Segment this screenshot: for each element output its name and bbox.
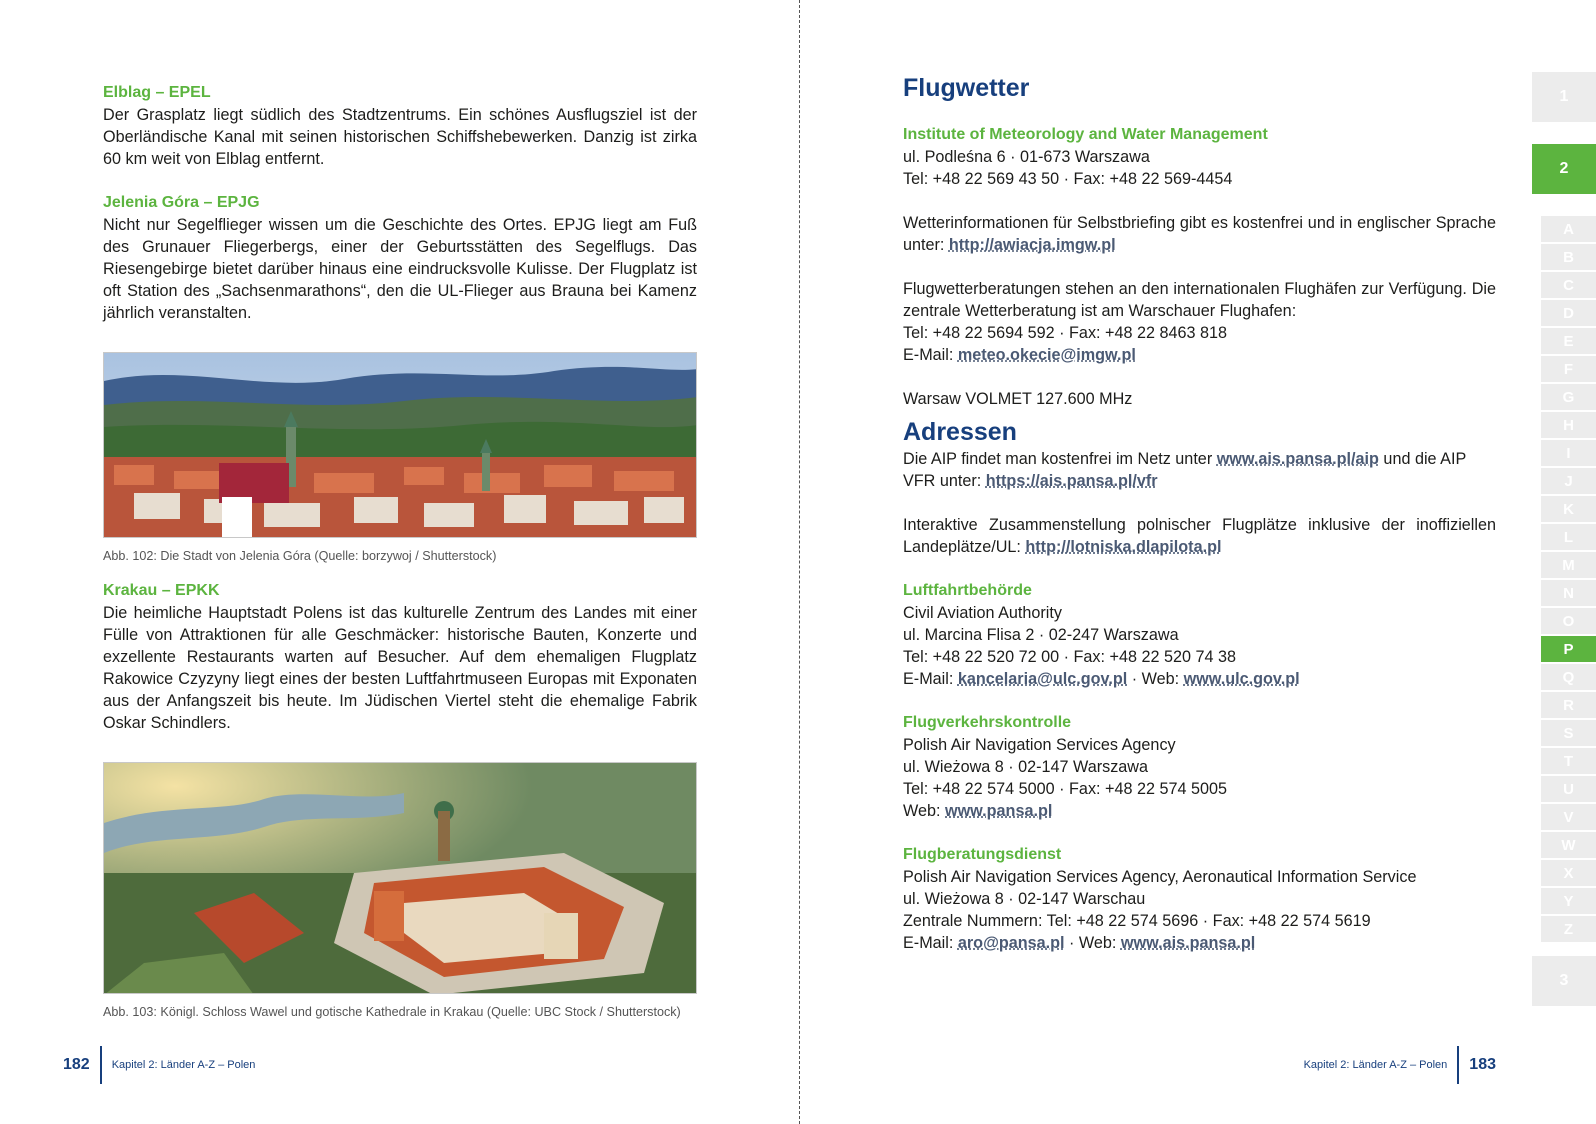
photo-jelenia-gora	[103, 352, 697, 538]
beratung-contact-line	[903, 932, 1496, 954]
ulc-web-link[interactable]: www.ulc.gov.pl	[1183, 670, 1300, 688]
letter-tab-p[interactable]: P	[1541, 636, 1596, 662]
heading-luftfahrtbehoerde: Luftfahrtbehörde	[903, 582, 1032, 599]
web-label: · Web:	[1064, 934, 1121, 952]
letter-tab-n[interactable]: N	[1541, 580, 1596, 606]
letter-tab-r[interactable]: R	[1541, 692, 1596, 718]
letter-tab-c[interactable]: C	[1541, 272, 1596, 298]
left-column	[103, 82, 697, 1020]
heading-flugverkehrskontrolle: Flugverkehrskontrolle	[903, 714, 1072, 731]
footer-right	[1304, 1044, 1496, 1086]
letter-tab-s[interactable]: S	[1541, 720, 1596, 746]
email-label: E-Mail:	[903, 346, 958, 364]
letter-tab-l[interactable]: L	[1541, 524, 1596, 550]
letter-tab-z[interactable]: Z	[1541, 916, 1596, 942]
chapter-tab-1[interactable]: 1	[1532, 72, 1596, 122]
letter-tab-e[interactable]: E	[1541, 328, 1596, 354]
lotniska-link[interactable]: http://lotniska.dlapilota.pl	[1025, 538, 1222, 556]
heading-adressen: Adressen	[903, 418, 1017, 446]
self-briefing-paragraph	[903, 212, 1496, 256]
letter-tab-f[interactable]: F	[1541, 356, 1596, 382]
aip-text-1: Die AIP findet man kostenfrei im Netz unter	[903, 450, 1217, 468]
kontrolle-web-line	[903, 800, 1496, 822]
aip-link[interactable]: www.ais.pansa.pl/aip	[1216, 450, 1379, 468]
institute-phone: Tel: +48 22 569 43 50 · Fax: +48 22 569-4454	[903, 170, 1233, 188]
caption-103: Abb. 103: Königl. Schloss Wawel und gotische Kathedrale in Krakau (Quelle: UBC Stock / Shutterstock)	[103, 1005, 681, 1019]
footer-left	[63, 1044, 255, 1086]
kontrolle-name: Polish Air Navigation Services Agency	[903, 736, 1176, 754]
letter-tab-a[interactable]: A	[1541, 216, 1596, 242]
section-heading-krakau: Krakau – EPKK	[103, 582, 220, 599]
email-label: E-Mail:	[903, 934, 958, 952]
kontrolle-phone: Tel: +48 22 574 5000 · Fax: +48 22 574 5005	[903, 780, 1228, 798]
web-label: Web:	[903, 802, 945, 820]
letter-tab-y[interactable]: Y	[1541, 888, 1596, 914]
letter-tab-x[interactable]: X	[1541, 860, 1596, 886]
letter-tab-o[interactable]: O	[1541, 608, 1596, 634]
chapter-tab-2[interactable]: 2	[1532, 144, 1596, 194]
caption-102: Abb. 102: Die Stadt von Jelenia Góra (Quelle: borzywoj / Shutterstock)	[103, 549, 497, 563]
interactive-text: Interaktive Zusammenstellung polnischer Flugplätze inklusive der inoffiziellen Landeplätze/UL:	[903, 516, 1496, 556]
consult-paragraph: Flugwetterberatungen stehen an den internationalen Flughäfen zur Verfügung. Die zentrale Wetterberatung ist am Warschauer Flughafen:	[903, 280, 1496, 320]
letter-tab-j[interactable]: J	[1541, 468, 1596, 494]
self-briefing-text: Wetterinformationen für Selbstbriefing gibt es kostenfrei und in englischer Sprache unter:	[903, 214, 1496, 254]
letter-tab-q[interactable]: Q	[1541, 664, 1596, 690]
behoerde-phone: Tel: +48 22 520 72 00 · Fax: +48 22 520 74 38	[903, 648, 1236, 666]
aro-email-link[interactable]: aro@pansa.pl	[957, 934, 1065, 952]
letter-tab-m[interactable]: M	[1541, 552, 1596, 578]
aip-text-2: und die AIP VFR unter:	[903, 450, 1466, 490]
letter-tab-b[interactable]: B	[1541, 244, 1596, 270]
volmet: Warsaw VOLMET 127.600 MHz	[903, 390, 1133, 408]
section-heading-jelenia-gora: Jelenia Góra – EPJG	[103, 194, 260, 211]
web-label: · Web:	[1127, 670, 1184, 688]
letter-tab-w[interactable]: W	[1541, 832, 1596, 858]
section-text-jelenia-gora: Nicht nur Segelflieger wissen um die Geschichte des Ortes. EPJG liegt am Fuß des Grunauer Fliegerbergs, einer der Geburtsstätten des Segelflugs. Das Riesengebirge bietet darüber hinaus eine eindrucksvolle Kulisse. Der Flugplatz ist oft Station des „Sachsenmarathons“, den die UL-Flieger aus Brauna bei Kamenz jährlich veranstalten.	[103, 216, 697, 322]
kontrolle-address: ul. Wieżowa 8 · 02-147 Warszawa	[903, 758, 1149, 776]
meteo-email-link[interactable]: meteo.okecie@imgw.pl	[957, 346, 1136, 364]
heading-flugwetter: Flugwetter	[903, 74, 1030, 102]
beratung-phone: Zentrale Nummern: Tel: +48 22 574 5696 · Fax: +48 22 574 5619	[903, 912, 1371, 930]
chapter-label-left: Kapitel 2: Länder A-Z – Polen	[111, 1059, 256, 1071]
consult-phone: Tel: +48 22 5694 592 · Fax: +48 22 8463 818	[903, 324, 1228, 342]
letter-tab-i[interactable]: I	[1541, 440, 1596, 466]
interactive-paragraph	[903, 514, 1496, 558]
letter-tab-t[interactable]: T	[1541, 748, 1596, 774]
ais-web-link[interactable]: www.ais.pansa.pl	[1120, 934, 1256, 952]
beratung-name: Polish Air Navigation Services Agency, Aeronautical Information Service	[903, 868, 1417, 886]
pansa-web-link[interactable]: www.pansa.pl	[945, 802, 1053, 820]
beratung-address: ul. Wieżowa 8 · 02-147 Warschau	[903, 890, 1146, 908]
heading-institute: Institute of Meteorology and Water Management	[903, 126, 1268, 143]
chapter-tab-3[interactable]: 3	[1532, 956, 1596, 1006]
email-label: E-Mail:	[903, 670, 958, 688]
section-text-krakau: Die heimliche Hauptstadt Polens ist das kulturelle Zentrum des Landes mit einer Fülle von Attraktionen für alle Geschmäcker: historische Bauten, Konzerte und exzellente Restaurants warten auf Besucher. Auf dem ehemaligen Flugplatz Rakowice Czyzyny liegt eines der besten Luftfahrtmuseen Europas mit Exponaten aus der Anfangszeit bis heute. Im Jüdischen Viertel steht die ehemalige Fabrik Oskar Schindlers.	[103, 604, 697, 732]
letter-tab-v[interactable]: V	[1541, 804, 1596, 830]
behoerde-address: ul. Marcina Flisa 2 · 02-247 Warszawa	[903, 626, 1179, 644]
behoerde-contact-line	[903, 668, 1496, 690]
photo-wawel-castle	[103, 762, 697, 994]
section-text-elblag: Der Grasplatz liegt südlich des Stadtzentrums. Ein schönes Ausflugsziel ist der Oberländische Kanal mit seinen historischen Schiffshebewerken. Danzig ist zirka 60 km weit von Elblag entfernt.	[103, 106, 697, 168]
heading-flugberatungsdienst: Flugberatungsdienst	[903, 846, 1062, 863]
footer-divider-left	[100, 1046, 102, 1084]
letter-tab-k[interactable]: K	[1541, 496, 1596, 522]
letter-tab-d[interactable]: D	[1541, 300, 1596, 326]
letter-tab-g[interactable]: G	[1541, 384, 1596, 410]
letter-tab-h[interactable]: H	[1541, 412, 1596, 438]
page-number-left: 182	[63, 1056, 90, 1073]
self-briefing-link[interactable]: http://awiacja.imgw.pl	[948, 236, 1116, 254]
right-column	[903, 72, 1496, 954]
aip-vfr-link[interactable]: https://ais.pansa.pl/vfr	[985, 472, 1158, 490]
ulc-email-link[interactable]: kancelaria@ulc.gov.pl	[957, 670, 1128, 688]
footer-divider-right	[1457, 1046, 1459, 1084]
chapter-label-right: Kapitel 2: Länder A-Z – Polen	[1303, 1059, 1448, 1071]
aip-paragraph	[903, 448, 1496, 492]
page-number-right: 183	[1469, 1056, 1496, 1073]
consult-email-line	[903, 344, 1496, 366]
behoerde-name: Civil Aviation Authority	[903, 604, 1062, 622]
letter-index	[1541, 216, 1596, 944]
section-heading-elblag: Elblag – EPEL	[103, 84, 211, 101]
letter-tab-u[interactable]: U	[1541, 776, 1596, 802]
institute-address: ul. Podleśna 6 · 01-673 Warszawa	[903, 148, 1150, 166]
right-page	[800, 0, 1596, 1124]
